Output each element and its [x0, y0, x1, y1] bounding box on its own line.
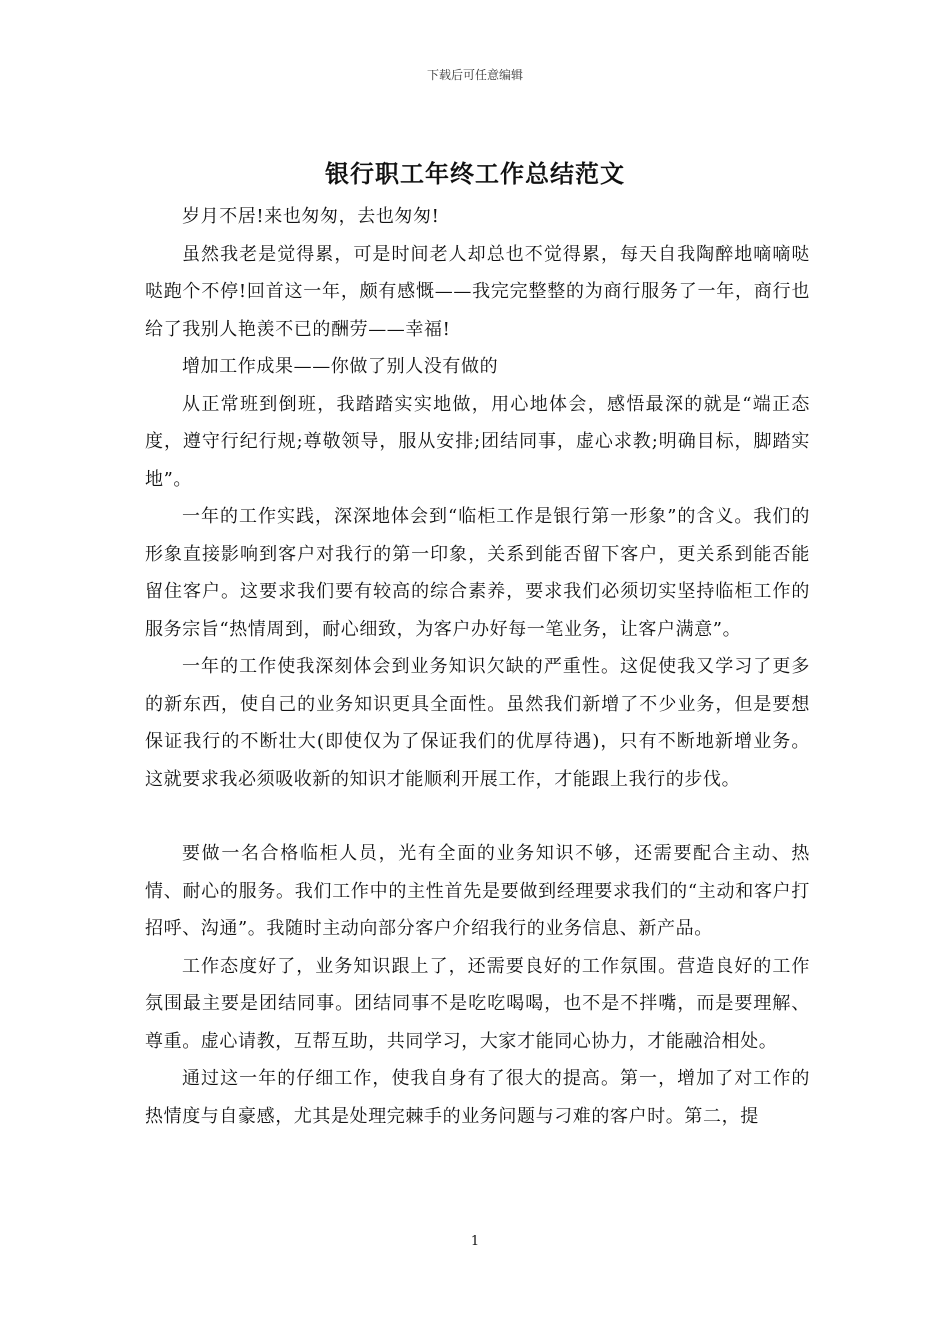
- paragraph: 增加工作成果——你做了别人没有做的: [182, 356, 499, 377]
- document-body: [145, 198, 810, 1135]
- paragraph: 从正常班到倒班，我踏踏实实地做，用心地体会，感悟最深的就是“端正态度，遵守行纪行规;尊敬领导，服从安排;团结同事，虚心求教;明确目标，脚踏实地”。: [145, 393, 810, 490]
- paragraph: 岁月不居!来也匆匆，去也匆匆!: [182, 206, 440, 227]
- paragraph: 虽然我老是觉得累，可是时间老人却总也不觉得累，每天自我陶醉地嘀嘀哒哒跑个不停!回首这一年，颇有感慨——我完完整整的为商行服务了一年，商行也给了我别人艳羡不已的酬劳——幸福!: [145, 243, 810, 340]
- paragraph: 要做一名合格临柜人员，光有全面的业务知识不够，还需要配合主动、热情、耐心的服务。我们工作中的主性首先是要做到经理要求我们的“主动和客户打招呼、沟通”。我随时主动向部分客户介绍我行的业务信息、新产品。: [145, 843, 810, 939]
- header-note: 下载后可任意编辑: [426, 68, 523, 82]
- page-number: 1: [470, 1234, 480, 1249]
- paragraph: 一年的工作实践，深深地体会到“临柜工作是银行第一形象”的含义。我们的形象直接影响到客户对我行的第一印象，关系到能否留下客户，更关系到能否能留住客户。这要求我们要有较高的综合素养，要求我们必须切实坚持临柜工作的服务宗旨“热情周到，耐心细致，为客户办好每一笔业务，让客户满意”。: [145, 506, 810, 640]
- paragraph: 工作态度好了，业务知识跟上了，还需要良好的工作氛围。营造良好的工作氛围最主要是团结同事。团结同事不是吃吃喝喝，也不是不拌嘴，而是要理解、尊重。虚心请教，互帮互助，共同学习，大家才能同心协力，才能融洽相处。: [145, 955, 810, 1052]
- paragraph: 一年的工作使我深刻体会到业务知识欠缺的严重性。这促使我又学习了更多的新东西，使自己的业务知识更具全面性。虽然我们新增了不少业务，但是要想保证我行的不断壮大(即使仅为了保证我们的优厚待遇)，只有不断地新增业务。这就要求我必须吸收新的知识才能顺利开展工作，才能跟上我行的步伐。: [145, 656, 810, 790]
- document-title: 银行职工年终工作总结范文: [325, 159, 625, 188]
- paragraph: 通过这一年的仔细工作，使我自身有了很大的提高。第一，增加了对工作的热情度与自豪感，尤其是处理完棘手的业务问题与刁难的客户时。第二，提: [145, 1068, 810, 1127]
